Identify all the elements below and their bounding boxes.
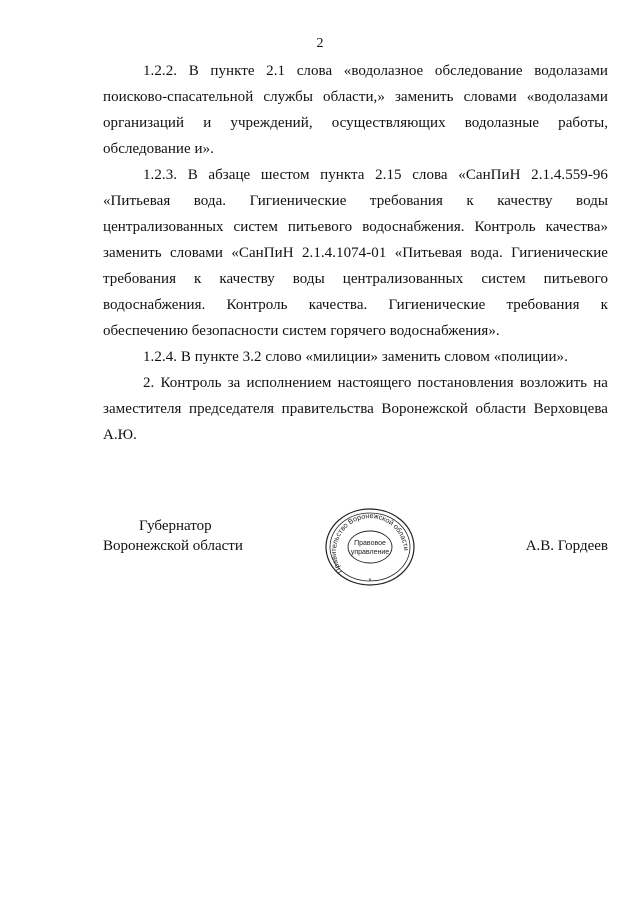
signatory-title [103, 516, 243, 556]
page-number: 2 [316, 36, 324, 51]
stamp-star: * [368, 578, 372, 585]
paragraph-1-2-4: 1.2.4. В пункте 3.2 слово «милиции» заменить словом «полиции». [143, 349, 568, 365]
paragraph-2: 2. Контроль за исполнением настоящего постановления возложить на заместителя председателя правительства Воронежской области Верховцева А.Ю. [103, 375, 608, 443]
signatory-title-line1: Губернатор [139, 518, 212, 534]
signatory-title-line2: Воронежской области [103, 538, 243, 554]
official-stamp [317, 506, 423, 588]
stamp-inner-line1: Правовое [354, 540, 386, 547]
document-body [103, 58, 608, 448]
signatory-name: А.В. Гордеев [525, 538, 608, 554]
stamp-outer-textpath: Правительство Воронежской области [328, 511, 412, 576]
paragraph-1-2-2: 1.2.2. В пункте 2.1 слова «водолазное обследование водолазами поисково-спасательной службы области,» заменить словами «водолазами организаций и учреждений, осуществляющих водолазные работы, обследование и». [103, 63, 608, 157]
paragraph-1-2-3: 1.2.3. В абзаце шестом пункта 2.15 слова «СанПиН 2.1.4.559-96 «Питьевая вода. Гигиенические требования к качеству воды централизованных систем питьевого водоснабжения. Контроль качества» заменить словами «СанПиН 2.1.4.1074-01 «Питьевая вода. Гигиенические требования к качеству воды централизованных систем питьевого водоснабжения. Контроль качества. Гигиенические требования к обеспечению безопасности систем горячего водоснабжения». [103, 167, 608, 339]
stamp-inner-line2: управление [350, 549, 390, 556]
